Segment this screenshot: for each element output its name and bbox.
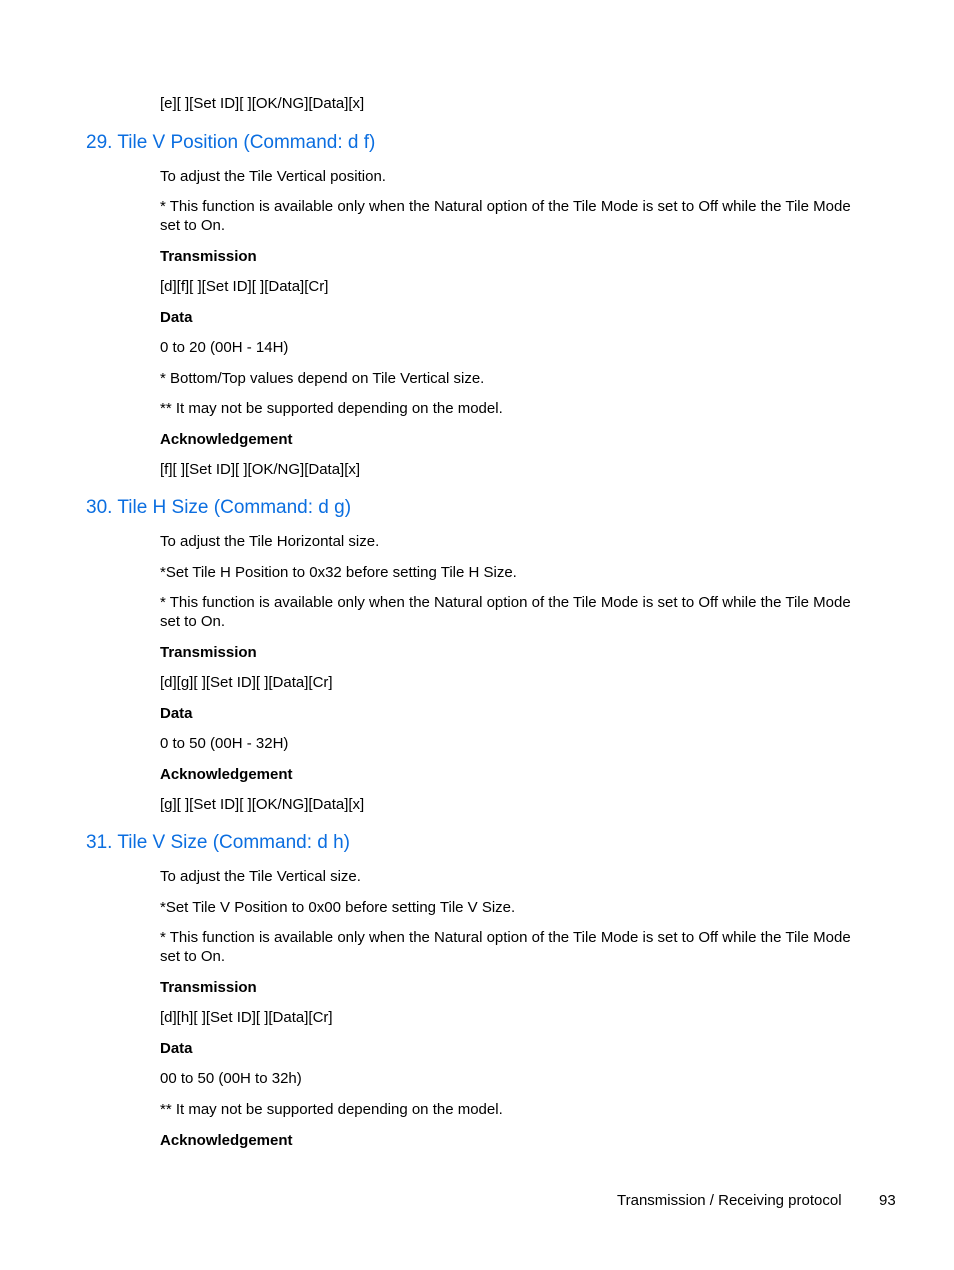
section-30-transmission-label: Transmission bbox=[160, 644, 257, 661]
section-heading-30: 30. Tile H Size (Command: d g) bbox=[86, 497, 352, 518]
section-30-ack-value: [g][ ][Set ID][ ][OK/NG][Data][x] bbox=[160, 796, 365, 813]
section-29-data-note-1: * Bottom/Top values depend on Tile Vertical size. bbox=[160, 370, 485, 387]
section-30-ack-label: Acknowledgement bbox=[160, 766, 293, 783]
footer-section-title: Transmission / Receiving protocol bbox=[617, 1192, 842, 1209]
section-29-description: To adjust the Tile Vertical position. bbox=[160, 168, 386, 185]
section-29-transmission-value: [d][f][ ][Set ID][ ][Data][Cr] bbox=[160, 278, 329, 295]
section-29-ack-value: [f][ ][Set ID][ ][OK/NG][Data][x] bbox=[160, 461, 361, 478]
section-29-data-value: 0 to 20 (00H - 14H) bbox=[160, 339, 289, 356]
section-30-description: To adjust the Tile Horizontal size. bbox=[160, 533, 380, 550]
section-30-prenote: *Set Tile H Position to 0x32 before setting Tile H Size. bbox=[160, 564, 517, 581]
section-29-data-note-2: ** It may not be supported depending on the model. bbox=[160, 400, 503, 417]
section-30-note: * This function is available only when the Natural option of the Tile Mode is set to Off while the Tile Mode set to On. bbox=[160, 594, 851, 630]
section-heading-29: 29. Tile V Position (Command: d f) bbox=[86, 132, 376, 153]
section-31-prenote: *Set Tile V Position to 0x00 before setting Tile V Size. bbox=[160, 899, 516, 916]
ack-value-previous: [e][ ][Set ID][ ][OK/NG][Data][x] bbox=[160, 95, 365, 112]
section-heading-31: 31. Tile V Size (Command: d h) bbox=[86, 832, 350, 853]
section-31-data-value: 00 to 50 (00H to 32h) bbox=[160, 1070, 302, 1087]
section-30-data-label: Data bbox=[160, 705, 193, 722]
section-31-transmission-label: Transmission bbox=[160, 979, 257, 996]
footer-page-number: 93 bbox=[879, 1192, 896, 1209]
section-31-data-label: Data bbox=[160, 1040, 193, 1057]
section-31-data-note-1: ** It may not be supported depending on the model. bbox=[160, 1101, 503, 1118]
section-31-ack-label: Acknowledgement bbox=[160, 1132, 293, 1149]
section-31-note: * This function is available only when the Natural option of the Tile Mode is set to Off while the Tile Mode set to On. bbox=[160, 929, 851, 965]
section-30-data-value: 0 to 50 (00H - 32H) bbox=[160, 735, 289, 752]
section-29-note: * This function is available only when the Natural option of the Tile Mode is set to Off while the Tile Mode set to On. bbox=[160, 198, 851, 234]
section-29-transmission-label: Transmission bbox=[160, 248, 257, 265]
section-31-transmission-value: [d][h][ ][Set ID][ ][Data][Cr] bbox=[160, 1009, 333, 1026]
section-29-ack-label: Acknowledgement bbox=[160, 431, 293, 448]
section-30-transmission-value: [d][g][ ][Set ID][ ][Data][Cr] bbox=[160, 674, 333, 691]
section-31-description: To adjust the Tile Vertical size. bbox=[160, 868, 361, 885]
section-29-data-label: Data bbox=[160, 309, 193, 326]
